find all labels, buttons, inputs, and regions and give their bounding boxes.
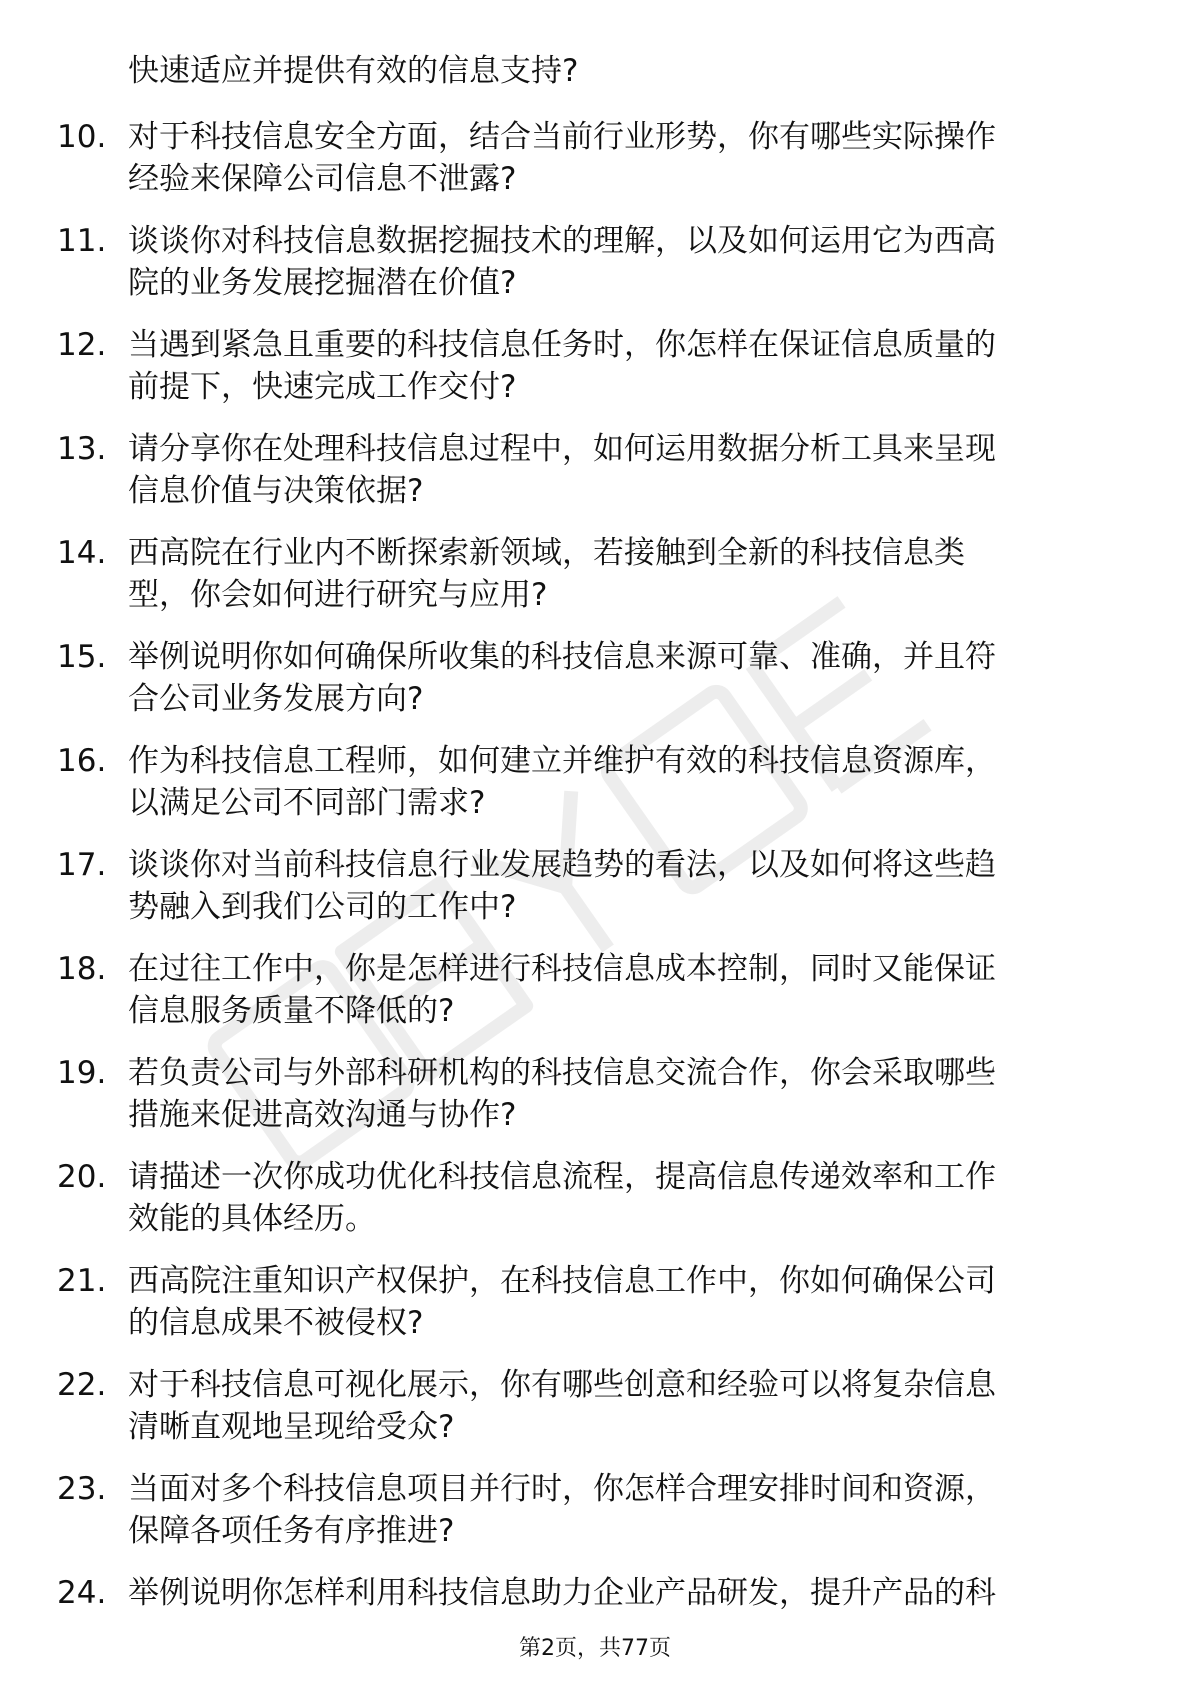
question-item xyxy=(0,1052,1190,1156)
question-text: 作为科技信息工程师，如何建立并维护有效的科技信息资源库， 以满足公司不同部门需求? xyxy=(128,743,996,821)
question-number: 22. xyxy=(57,1367,107,1403)
question-text: 对于科技信息安全方面，结合当前行业形势，你有哪些实际操作 经验来保障公司信息不泄露? xyxy=(128,119,996,197)
question-item xyxy=(0,116,1190,220)
question-item xyxy=(0,948,1190,1052)
question-number: 24. xyxy=(57,1575,107,1611)
question-number: 14. xyxy=(57,535,107,571)
question-number: 19. xyxy=(57,1055,107,1091)
question-text: 若负责公司与外部科研机构的科技信息交流合作，你会采取哪些 措施来促进高效沟通与协作? xyxy=(128,1055,996,1133)
question-item xyxy=(0,324,1190,428)
question-item xyxy=(0,636,1190,740)
question-number: 20. xyxy=(57,1159,107,1195)
question-text: 举例说明你如何确保所收集的科技信息来源可靠、准确，并且符 合公司业务发展方向? xyxy=(128,639,996,717)
question-number: 21. xyxy=(57,1263,107,1299)
page-footer xyxy=(0,1634,1190,1664)
question-item xyxy=(0,428,1190,532)
question-item xyxy=(0,1468,1190,1572)
question-item xyxy=(0,1364,1190,1468)
question-number: 10. xyxy=(57,119,107,155)
question-text: 当遇到紧急且重要的科技信息任务时，你怎样在保证信息质量的 前提下，快速完成工作交付? xyxy=(128,327,996,405)
question-text: 在过往工作中，你是怎样进行科技信息成本控制，同时又能保证 信息服务质量不降低的? xyxy=(128,951,996,1029)
question-text: 谈谈你对当前科技信息行业发展趋势的看法，以及如何将这些趋 势融入到我们公司的工作中? xyxy=(128,847,996,925)
question-text: 西高院在行业内不断探索新领域，若接触到全新的科技信息类 型，你会如何进行研究与应用? xyxy=(128,535,965,613)
question-number: 17. xyxy=(57,847,107,883)
question-item xyxy=(0,1156,1190,1260)
question-continuation-text: 快速适应并提供有效的信息支持? xyxy=(128,53,579,89)
question-text: 请分享你在处理科技信息过程中，如何运用数据分析工具来呈现 信息价值与决策依据? xyxy=(128,431,996,509)
question-item xyxy=(0,532,1190,636)
question-number: 15. xyxy=(57,639,107,675)
question-text: 西高院注重知识产权保护，在科技信息工作中，你如何确保公司 的信息成果不被侵权? xyxy=(128,1263,996,1341)
page-number-label: 第2页，共77页 xyxy=(519,1636,671,1661)
question-item xyxy=(0,220,1190,324)
question-text: 谈谈你对科技信息数据挖掘技术的理解，以及如何运用它为西高 院的业务发展挖掘潜在价值? xyxy=(128,223,996,301)
question-number: 13. xyxy=(57,431,107,467)
question-number: 16. xyxy=(57,743,107,779)
question-text: 对于科技信息可视化展示，你有哪些创意和经验可以将复杂信息 清晰直观地呈现给受众? xyxy=(128,1367,996,1445)
question-item xyxy=(0,740,1190,844)
question-text: 请描述一次你成功优化科技信息流程，提高信息传递效率和工作 效能的具体经历。 xyxy=(128,1159,996,1237)
question-number: 11. xyxy=(57,223,107,259)
question-text: 举例说明你怎样利用科技信息助力企业产品研发，提升产品的科 xyxy=(128,1575,996,1611)
question-number: 18. xyxy=(57,951,107,987)
question-number: 12. xyxy=(57,327,107,363)
question-item xyxy=(0,1260,1190,1364)
question-list xyxy=(0,116,1190,1676)
question-item xyxy=(0,844,1190,948)
question-number: 23. xyxy=(57,1471,107,1507)
question-text: 当面对多个科技信息项目并行时，你怎样合理安排时间和资源， 保障各项任务有序推进? xyxy=(128,1471,996,1549)
